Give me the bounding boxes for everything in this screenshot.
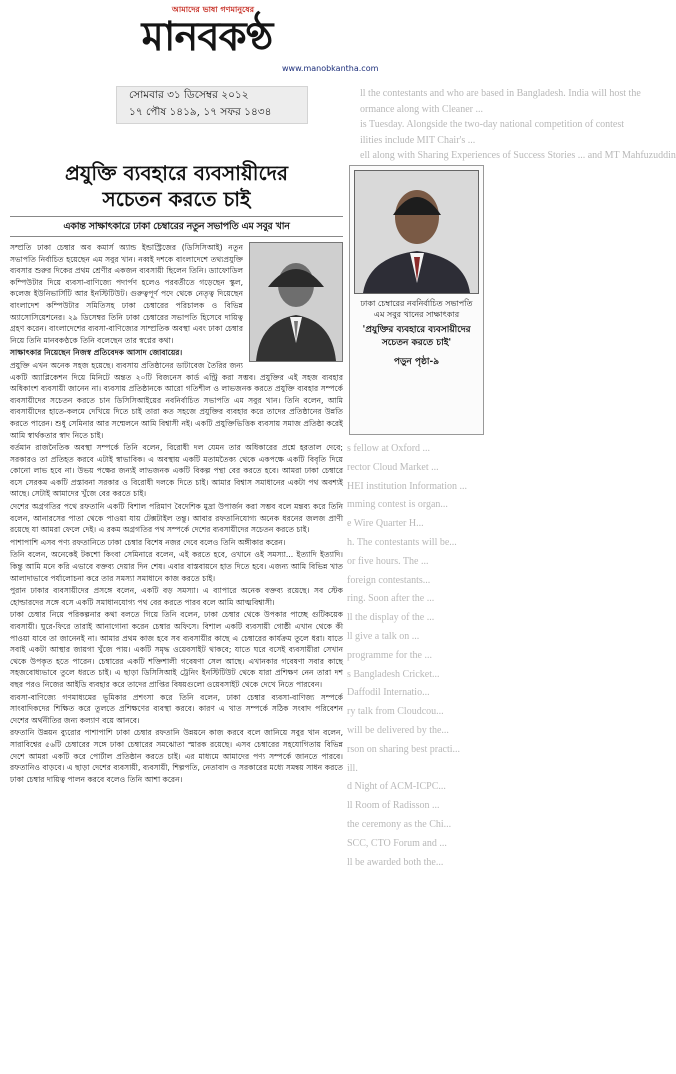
headline-line-1: প্রযুক্তি ব্যবহারে ব্যবসায়ীদের: [64, 161, 289, 185]
bleed-line: ring. Soon after the ...: [347, 593, 435, 605]
headline-line-2: সচেতন করতে চাই: [102, 187, 251, 211]
article-headline: [10, 160, 343, 212]
bleed-line: will be delivered by the...: [347, 724, 449, 736]
bleed-line: mming contest is organ...: [347, 499, 448, 511]
article-paragraph: বর্তমান রাজনৈতিক অবস্থা সম্পর্কে তিনি বলেন, বিরোধী দল যেমন তার অধিকারের প্রশ্নে হরতাল দেবে; সরকারও তা প্রতিহত করবে এটাই স্বাভাবিক। এ অবস্থায় একটি মতামতৈক্য থেকে একপক্ষে একটি বিবৃতি দিয়ে কোনো লাভ হবে না। উভয় পক্ষের জন্যই লাভজনক একটি বিকল্প পন্থা বের করতে হবে। আমরা ঢাকা চেম্বারে বসে সেরকম একটি প্রস্তাবনা সরকার ও বিরোধী দলকে দিতে চাই। আমার বিশ্বাস সমাধানের একটা পথ অবশ্যই আছে। সেটাই আমাদের খুঁজে বের করতে চাই।: [10, 443, 343, 499]
bleed-line: ry talk from Cloudcou...: [347, 706, 444, 718]
bleed-line: HEI institution Information ...: [347, 480, 467, 492]
continued-page-link[interactable]: পড়ুন পৃষ্ঠা-৯: [393, 357, 440, 367]
bleed-line: s fellow at Oxford ...: [347, 443, 431, 454]
bleed-line: rson on sharing best practi...: [347, 743, 461, 755]
article-paragraph: পাশাপাশি এসব পণ্য রফতানিতে ঢাকা চেম্বার বিশেষ নজর দেবে বলেও তিনি অঙ্গীকার করেন।: [10, 537, 286, 547]
bleed-line: ill.: [347, 762, 358, 774]
bleed-line: ll give a talk on ...: [347, 630, 420, 642]
bleed-through-top: [360, 86, 676, 161]
bleed-line: ormance along with Cleaner ...: [360, 103, 484, 115]
bleed-line: e Wire Quarter H...: [347, 518, 424, 530]
bleed-line: h. The contestants will be...: [347, 536, 457, 548]
portrait-illustration: [355, 171, 478, 293]
bleed-line: Daffodil Internatio...: [347, 687, 430, 699]
article-subhead: একান্ত সাক্ষাৎকারে ঢাকা চেম্বারের নতুন সভাপতি এম সবুর খান: [10, 216, 343, 237]
bleed-line: foreign contestants...: [347, 574, 431, 586]
masthead-tagline: আমাদের ভাষা গণমানুষের: [171, 5, 255, 14]
article-paragraph: তিনি বলেন, অনেকেই টকশো কিংবা সেমিনারে বলেন, এই করতে হবে, ওখানে ওই সমস্যা... ইত্যাদি ইত্যাদি। কিন্তু আমি মনে করি এভাবে বক্তব্য দেয়ার দিন শেষ। এবার বাস্তবায়নে হাত দিতে হবে। এজন্য আমি বিভিন্ন খাত আলাদাভাবে পর্যালোচনা করে তার সমস্যা সমাধানে কাজ করতে চাই।: [10, 550, 343, 583]
bleed-line: the ceremony as the Chi...: [347, 818, 452, 830]
bleed-line: ll the contestants and who are based in Bangladesh. India will host the: [360, 88, 641, 99]
bleed-line: ll be awarded both the...: [347, 856, 444, 868]
dateline: [116, 86, 308, 124]
teaser-caption: ঢাকা চেম্বারের নবনির্বাচিত সভাপতি এম সবুর খানের সাক্ষাৎকার: [360, 299, 473, 319]
dateline-gregorian: সোমবার ৩১ ডিসেম্বর ২০১২: [129, 89, 249, 101]
article-byline: সাক্ষাৎকার নিয়েছেন নিজস্ব প্রতিবেদক আসাদ জোবায়ের।: [10, 348, 183, 358]
portrait-photo-teaser: [354, 170, 479, 294]
teaser-box: [349, 165, 484, 435]
portrait-photo-inline: [249, 242, 343, 362]
bleed-line: programme for the ...: [347, 649, 432, 661]
portrait-illustration: [250, 243, 342, 361]
article-paragraph: রফতানি উন্নয়ন ব্যুরোর পাশাপাশি ঢাকা চেম্বার রফতানি উন্নয়নে কাজ করবে বলে জানিয়ে সবুর খান বলেন, সারাবিশ্বের ৫৬টি চেম্বারের সঙ্গে ঢাকা চেম্বারের সমঝোতা স্মারক রয়েছে। এসব চেম্বারের সহযোগিতায় বিভিন্ন দেশে আমরা একটি করে পোর্টাল প্রতিষ্ঠান করতে চাই। এর মাধ্যমে আমাদের পণ্য সম্পর্কে জানতে পারবে। রফতানিও বাড়বে। এ ছাড়া দেশের ব্যবসায়ী, ব্যবসায়ী, শিল্পপতি, নেতাবাদ ও সরকারের মধ্যে সমন্বয় সাধন করতে ঢাকা চেম্বার দায়িত্ব পালন করবে বলেও তিনি আশা করেন।: [10, 728, 343, 784]
bleed-line: is Tuesday. Alongside the two-day national competition of contest: [360, 119, 625, 130]
article-paragraph: পুরান ঢাকার ব্যবসায়ীদের প্রসঙ্গে বলেন, একটি বড় সমস্যা। এ ব্যাপারে অনেক বক্তব্য রয়েছে। সব স্টেক হোল্ডারদের সঙ্গে বসে একটি সমাধানযোগ্য পথ বের করতে পারব বলে আমি আত্মবিশ্বাসী।: [10, 586, 343, 607]
article-paragraph: ঢাকা চেম্বার নিয়ে পরিকল্পনার কথা বলতে গিয়ে তিনি বলেন, ঢাকা চেম্বার থেকে উপকার পাচ্ছে গুটিকয়েক ব্যবসায়ী। ঘুরে-ফিরে তারাই আনাগোনা করেন চেম্বার অফিসে। বিশাল একটি ব্যবসায়ী গোষ্ঠী এখান থেকে কী পাওয়া যাবে তা জানেনই না। আমার প্রথম কাজ হবে সব ব্যবসায়ীর কাছে এ চেম্বারের কার্যক্রম তুলে ধরা। যাতে সবাই একটা আস্থার জায়গা খুঁজে পায়। একটি সমৃদ্ধ ওয়েবসাইট থাকবে; যাতে ঘরে বসেই ব্যবসায়ীরা সেখান থেকে উপকৃত হতে পারেন। চেম্বারের একটি শক্তিশালী গবেষণা সেল আছে। এখানকার গবেষণা সবার কাছে সহজবোধ্যভাবে তুলে ধরতে চাই। এ ছাড়া ডিসিসিআই ট্রেনিং ইনস্টিটিউট থেকে যারা প্রশিক্ষণ নেন তারা দশ বছর পরও নিজের আইডি ব্যবহার করে তাদের প্রাপ্তির বিষয়গুলো ওয়েবসাইট থেকে দেখে নিতে পারবেন।: [10, 610, 343, 689]
bleed-through-lower: [347, 440, 495, 880]
interview-article: [10, 160, 343, 1072]
bleed-line: ilities include MIT Chair's ...: [360, 134, 476, 146]
bleed-line: rector Cloud Market ...: [347, 461, 439, 473]
article-paragraph: ব্যবসা-বাণিজ্যে গণমাধ্যমের ভূমিকার প্রশংসা করে তিনি বলেন, ঢাকা চেম্বার ব্যবসা-বাণিজ্য সম্পর্কে সাংবাদিকদের শিক্ষিত করে তুলতে প্রশিক্ষণের ব্যবস্থা করবে। কারণ এ খাত সম্পর্কে সঠিক সংবাদ পরিবেশন দেশের অর্থনীতির জন্য কল্যাণ বয়ে আনবে।: [10, 692, 343, 725]
bleed-line: ll the display of the ...: [347, 612, 435, 624]
bleed-line: SCC, CTO Forum and ...: [347, 837, 447, 849]
bleed-line: ell along with Sharing Experiences of Success Stories ... and MT Mahfuzuddin: [360, 150, 676, 161]
newspaper-logo: মানবকণ্ঠ: [141, 13, 273, 60]
bleed-line: s Bangladesh Cricket...: [347, 668, 440, 680]
bleed-line: ll Room of Radisson ...: [347, 800, 440, 812]
article-paragraph: সম্প্রতি ঢাকা চেম্বার অব কমার্স অ্যান্ড ইন্ডাস্ট্রিজের (ডিসিসিআই) নতুন সভাপতি নির্বাচিত হয়েছেন এম সবুর খান। নব্বই দশকে বাংলাদেশে তথ্যপ্রযুক্তি ব্যবসার শুরুর দিকের প্রথম শ্রেণীর একজন ব্যবসায়ী ছিলেন তিনি। ড্যাফোডিল কম্পিউটার দিয়ে ব্যবসা-বাণিজ্যে পদার্পণ হলেও পরবর্তীতে গড়েছেন স্কুল, কলেজ ইউনিভার্সিটি আর ইনস্টিটিউট। গুরুত্বপূর্ণ পদে থেকে নেতৃত্ব দিয়েছেন বাংলাদেশ কম্পিউটার সমিতিসহ ঢাকা চেম্বারের পরিচালক ও বিভিন্ন অ্যাসোসিয়েশনের। ২৯ ডিসেম্বর তিনি ঢাকা চেম্বারের সভাপতি হিসেবে দায়িত্ব গ্রহণ করেন। বাংলাদেশের ব্যবসা-বাণিজ্যের সাম্প্রতিক অবস্থা এবং ঢাকা চেম্বার নিয়ে তিনি মানবকণ্ঠকে তিনি বলেছেন তার স্বপ্নের কথা।: [10, 243, 243, 345]
article-body: [10, 242, 343, 785]
masthead-website: www.manobkantha.com: [282, 64, 379, 73]
article-paragraph: দেশের অগ্রগতির পথে রফতানি একটি বিশাল পরিমাণ বৈদেশিক মুদ্রা উপার্জন করা সম্ভব বলে মন্তব্য করে তিনি বলেন, আনারসের পাতা থেকে পাওয়া যায় টেক্সটাইল তন্তু। আবার রফতানিযোগ্য অনেক ধরনের জলজ প্রাণী রয়েছে যা আমরা ফেলে দেই। এ রকম অগ্রগতির পথ সম্পর্কে দেশের ব্যবসায়ীদের সচেতন করতে চাই।: [10, 502, 343, 535]
article-paragraph: প্রযুক্তি এখন অনেক সহজ হয়েছে। ব্যবসায় প্রতিষ্ঠানের ডাটাবেজ তৈরির জন্য একটি অ্যাপ্লিকেশন দিয়ে মিনিটে অন্তত ২০টি বিজনেস কার্ড এন্ট্রি করা সম্ভব। প্রযুক্তির এই সহজ ব্যবহার অধিকাংশ ব্যবসায়ী জানেন না। ব্যবসায় প্রতিষ্ঠানকে আরো গতিশীল ও লাভজনক করতে প্রযুক্তি ব্যবহার সম্পর্কে ব্যবসায়ীদের সচেতন করতে চান ডিসিসিআইয়ের নবনির্বাচিত সভাপতি এম সবুর খান। তিনি বলেন, আমি ব্যবসায়ীদের হাতে-কলমে দেখিয়ে দিতে চাই তারা কত সহজে প্রযুক্তির ব্যবহার করে তাদের প্রতিষ্ঠানের উন্নতি করতে পারেন। শুধু সেমিনার আর সম্মেলনে আমি বিশ্বাসী নই। একটি প্রযুক্তিভিত্তিক ব্যবসায় সমাজ প্রতিষ্ঠা করেই আমি স্বার্থকতার স্বাদ নিতে চাই।: [10, 360, 343, 440]
teaser-quote: 'প্রযুক্তির ব্যবহারে ব্যবসায়ীদের সচেতন করতে চাই': [362, 325, 471, 348]
bleed-line: or five hours. The ...: [347, 555, 429, 567]
dateline-bengali-hijri: ১৭ পৌষ ১৪১৯, ১৭ সফর ১৪৩৪: [129, 106, 272, 118]
bleed-line: d Night of ACM-ICPC...: [347, 781, 446, 793]
